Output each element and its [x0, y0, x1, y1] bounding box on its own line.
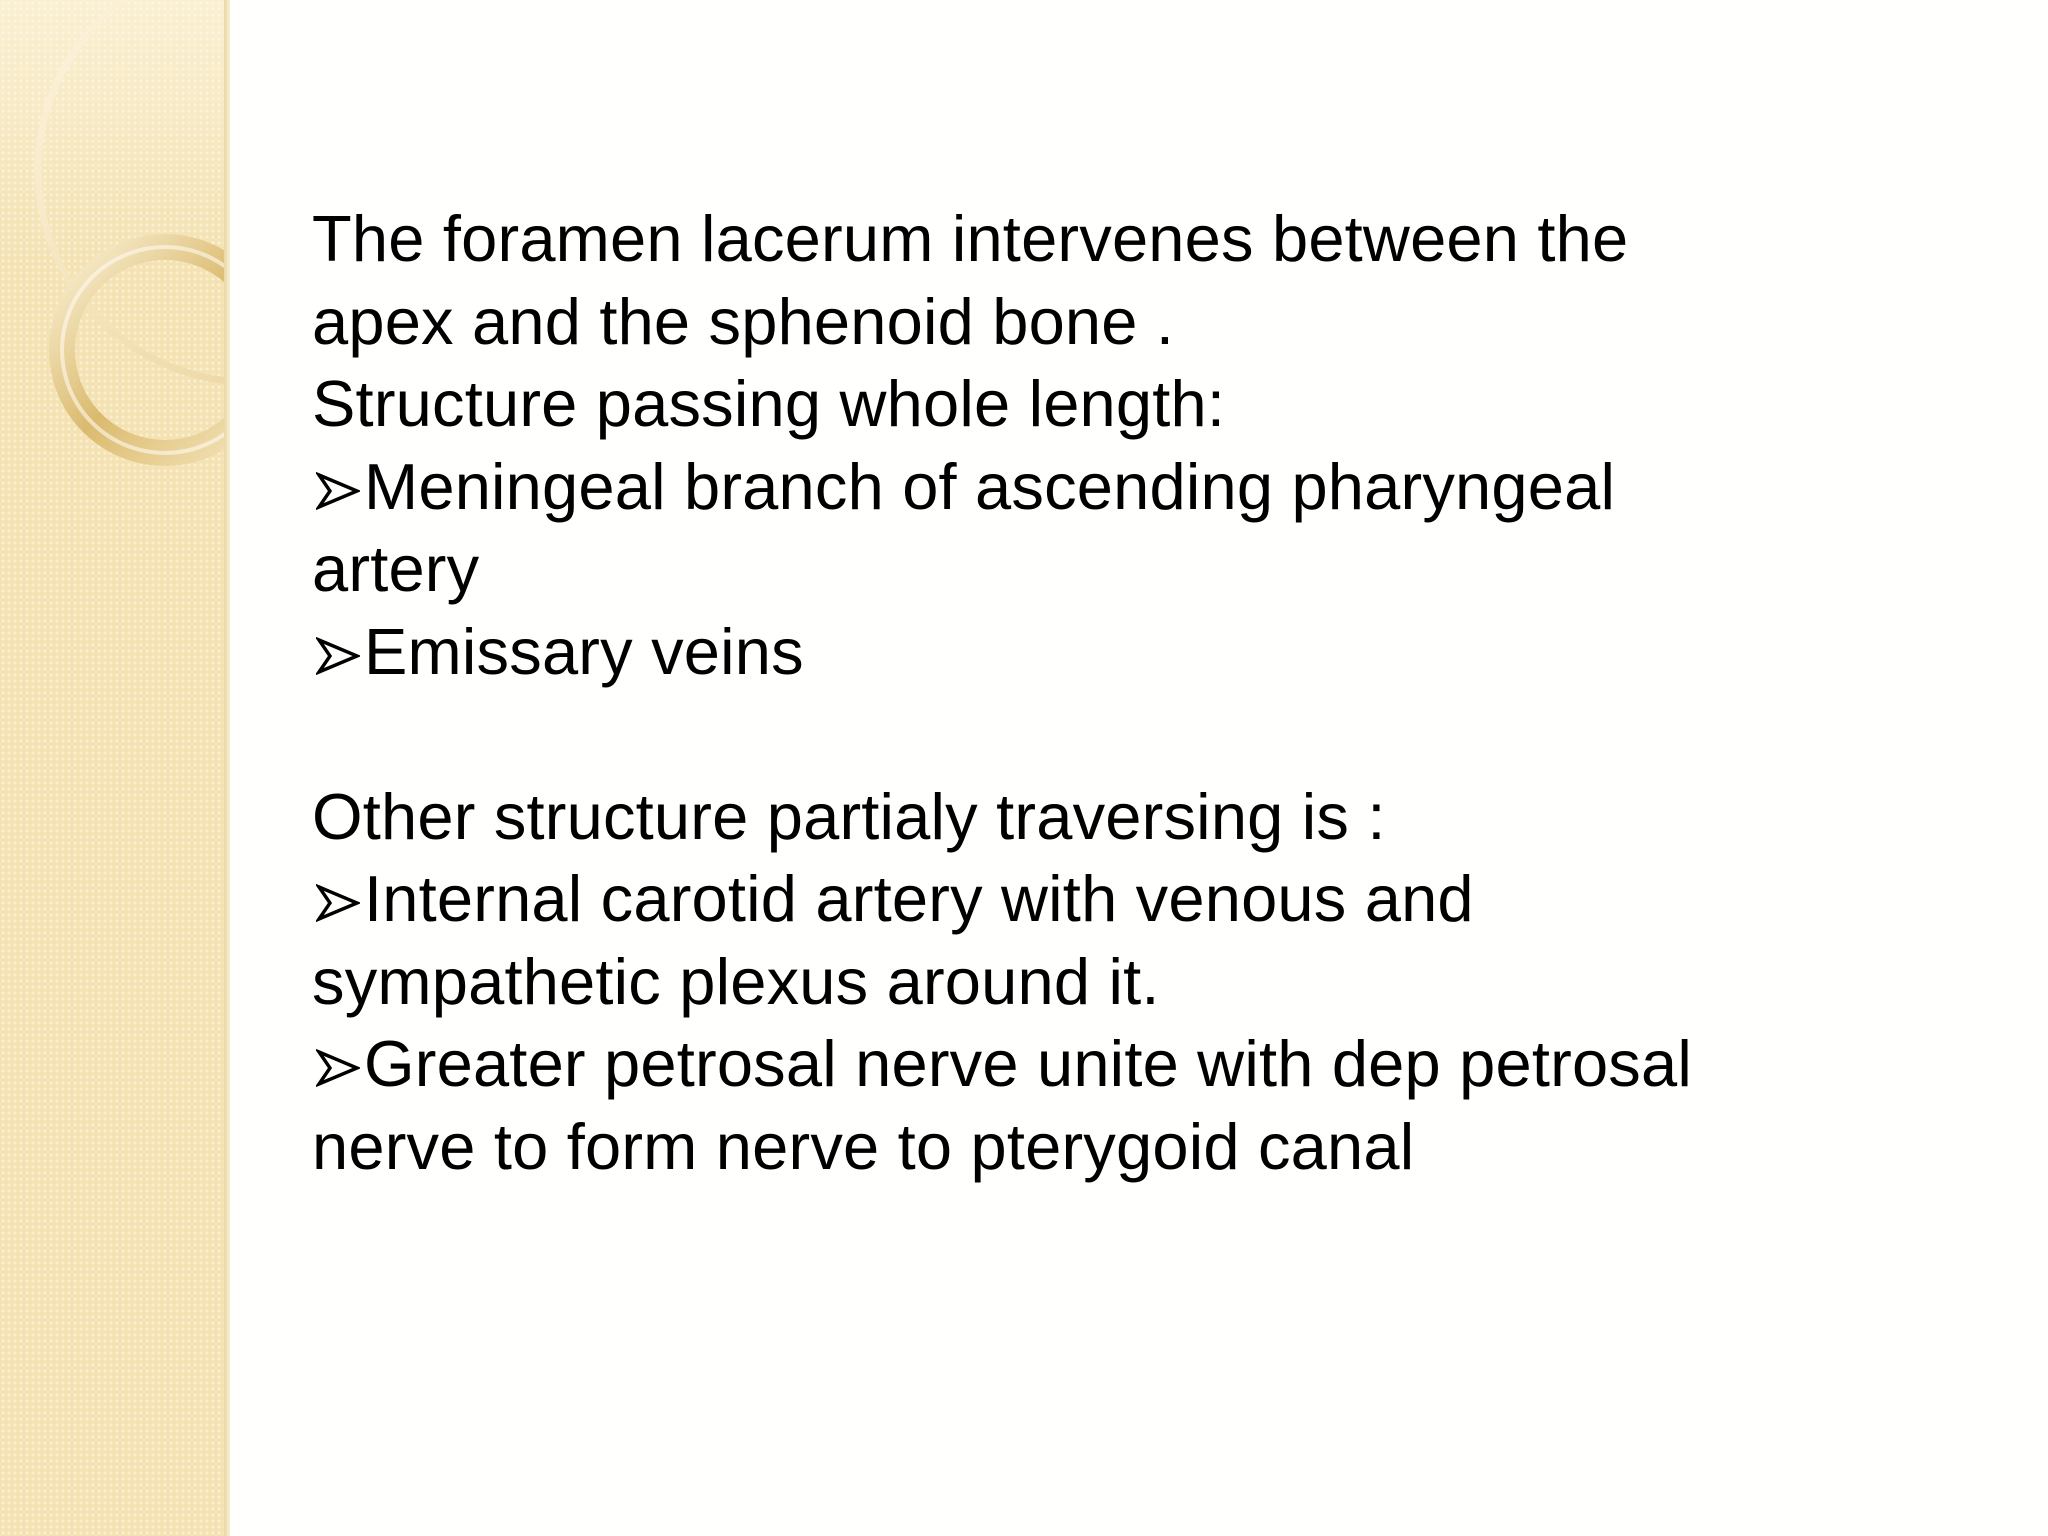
- list-item-text: Emissary veins: [364, 614, 804, 688]
- list-item-continuation: nerve to form nerve to pterygoid canal: [312, 1109, 1415, 1183]
- list-item-text: Greater petrosal nerve unite with dep petrosal: [364, 1027, 1692, 1100]
- list-item-text: Meningeal branch of ascending pharyngeal: [364, 449, 1616, 523]
- section2-heading: Other structure partialy traversing is :: [312, 779, 1386, 853]
- thick-ring-shape: [62, 247, 230, 453]
- intro-line-1: The foramen lacerum intervenes between the: [312, 202, 1629, 275]
- arrow-bullet-icon: [312, 611, 364, 694]
- section1-heading: Structure passing whole length:: [312, 367, 1226, 440]
- arrow-bullet-icon: [312, 446, 364, 529]
- list-item: [312, 858, 1872, 941]
- list-item: [312, 446, 1872, 529]
- sidebar-edge: [224, 0, 230, 1536]
- spacer: [312, 693, 1872, 776]
- list-item: [312, 1023, 1872, 1106]
- decorative-sidebar: [0, 0, 230, 1536]
- slide-body: [312, 198, 1872, 1188]
- list-item-continuation: sympathetic plexus around it.: [312, 944, 1160, 1018]
- intro-line-2: apex and the sphenoid bone .: [312, 284, 1175, 358]
- list-item-text: Internal carotid artery with venous and: [364, 862, 1474, 935]
- decorative-rings-graphic: [0, 0, 230, 520]
- list-item-continuation: artery: [312, 532, 480, 605]
- arrow-bullet-icon: [312, 858, 364, 941]
- list-item: [312, 611, 1872, 694]
- arrow-bullet-icon: [312, 1023, 364, 1106]
